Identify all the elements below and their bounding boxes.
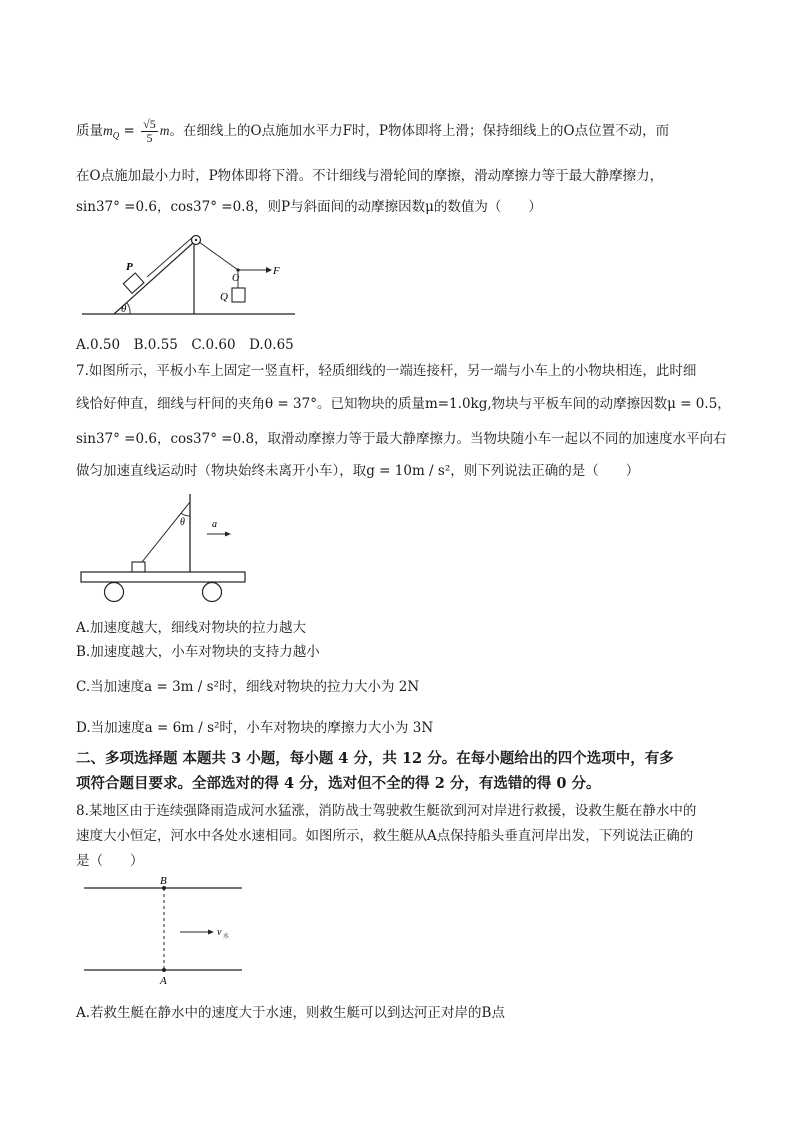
- point-a: [162, 968, 166, 972]
- label-f: F: [273, 265, 280, 277]
- block-q: [232, 288, 245, 302]
- q8-line-3: 是（ ）: [76, 853, 144, 869]
- q7-line-4: 做匀加速直线运动时（物块始终未离开小车），取g = 10m / s²，则下列说法正确的是（ ）: [76, 463, 640, 479]
- q8-figure-river: [80, 872, 250, 990]
- q6-figure-incline: [80, 230, 300, 322]
- section2-heading-line-1: 二、多项选择题 本题共 3 小题，每小题 4 分，共 12 分。在每小题给出的四个选项中，有多: [76, 750, 674, 767]
- q7-figure-svg: [80, 490, 250, 606]
- q6-mass-sub: Q: [112, 130, 120, 141]
- q7-option-d: D.当加速度a = 6m / s²时，小车对物块的摩擦力大小为 3N: [76, 720, 434, 736]
- string-p: [147, 236, 194, 277]
- light-string: [142, 502, 190, 562]
- q7-line-2: 线恰好伸直，细线与杆间的夹角θ = 37°。已知物块的质量m=1.0kg,物块与平板车间的动摩擦因数μ = 0.5，: [76, 396, 731, 412]
- q7-figure-cart: [80, 490, 250, 606]
- flat-cart: [81, 572, 245, 582]
- q6-mass-label: 质量: [76, 123, 103, 139]
- label-q: Q: [220, 291, 228, 303]
- q8-figure-svg: [80, 872, 250, 990]
- label-v: v: [217, 927, 222, 938]
- theta-label: θ: [121, 303, 127, 315]
- accel-arrowhead: [225, 532, 231, 537]
- q8-line-1: 8.某地区由于连续强降雨造成河水猛涨，消防战士驾驶救生艇欲到河对岸进行救援，设救生艇在静水中的: [76, 803, 697, 819]
- q6-line-3: sin37° =0.6，cos37° =0.8，则P与斜面间的动摩擦因数μ的数值为（ ）: [76, 199, 542, 215]
- q6-options: A.0.50 B.0.55 C.0.60 D.0.65: [76, 337, 294, 353]
- accel-label: a: [212, 519, 217, 530]
- q6-line1-rest: 。在细线上的O点施加水平力F时，P物体即将上滑；保持细线上的O点位置不动，而: [169, 123, 670, 139]
- label-o: O: [232, 273, 240, 284]
- water-velocity-arrowhead: [208, 930, 214, 935]
- arrowhead-f: [266, 267, 272, 273]
- q6-mass-fraction: [141, 118, 158, 145]
- q8-line-2: 速度大小恒定，河水中各处水速相同。如图所示，救生艇从A点保持船头垂直河岸出发，下列说法正确的: [76, 828, 694, 844]
- theta-arc: [127, 303, 130, 314]
- theta-label: θ: [180, 517, 185, 528]
- q6-frac-numerator: √5: [143, 117, 156, 131]
- q7-option-a: A.加速度越大，细线对物块的拉力越大: [76, 620, 307, 636]
- q6-figure-svg: [80, 230, 300, 322]
- theta-arc: [181, 513, 190, 516]
- q6-line-1: [76, 118, 669, 145]
- q6-mass-unit: m: [159, 123, 170, 138]
- label-b: B: [160, 875, 167, 887]
- small-block: [132, 562, 145, 572]
- wheel-left: [105, 583, 124, 602]
- q7-option-b: B.加速度越大，小车对物块的支持力越小: [76, 644, 320, 660]
- q6-mass-eq: =: [123, 123, 135, 139]
- label-p: P: [126, 261, 133, 273]
- pulley-axle: [195, 239, 197, 241]
- label-a: A: [160, 975, 167, 987]
- q8-option-a: A.若救生艇在静水中的速度大于水速，则救生艇可以到达河正对岸的B点: [76, 1005, 505, 1021]
- string-to-o: [199, 242, 238, 270]
- q6-mass-var: m: [103, 123, 113, 138]
- q6-frac-denominator: 5: [146, 131, 153, 145]
- q7-line-1: 7.如图所示，平板小车上固定一竖直杆，轻质细线的一端连接杆，另一端与小车上的小物块相连，此时细: [76, 363, 697, 379]
- section2-heading-line-2: 项符合题目要求。全部选对的得 4 分，选对但不全的得 2 分，有选错的得 0 分。: [76, 775, 601, 792]
- q6-line-2: 在O点施加最小力时，P物体即将下滑。不计细线与滑轮间的摩擦，滑动摩擦力等于最大静摩擦力，: [76, 168, 664, 184]
- wheel-right: [203, 583, 222, 602]
- q7-option-c: C.当加速度a = 3m / s²时，细线对物块的拉力大小为 2N: [76, 679, 420, 695]
- q7-line-3: sin37° =0.6，cos37° =0.8，取滑动摩擦力等于最大静摩擦力。当物块随小车一起以不同的加速度水平向右: [76, 431, 727, 447]
- label-v-subscript: 水: [223, 934, 230, 940]
